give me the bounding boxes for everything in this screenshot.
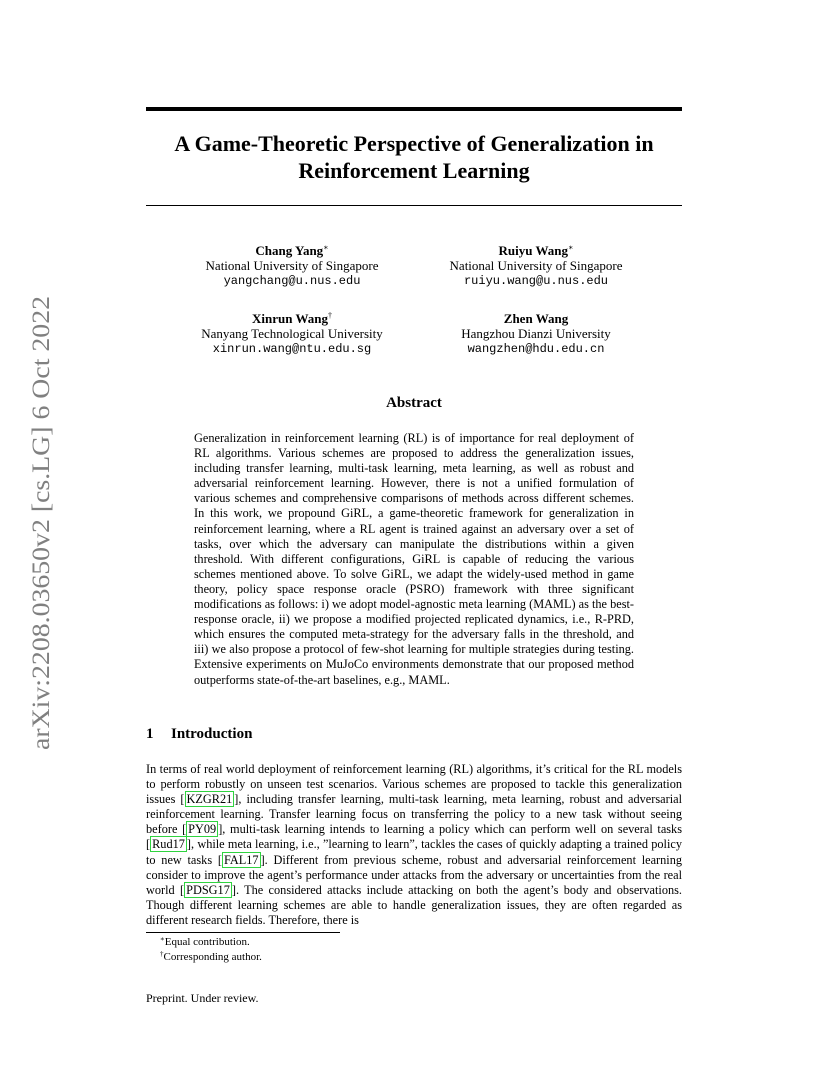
citation-link[interactable]: KZGR21 bbox=[186, 792, 233, 807]
author-affiliation: Nanyang Technological University bbox=[201, 326, 383, 342]
paper-title-line-2: Reinforcement Learning bbox=[298, 158, 530, 183]
author-email[interactable]: ruiyu.wang@u.nus.edu bbox=[463, 273, 609, 288]
paper-title bbox=[146, 130, 682, 184]
introduction-paragraph bbox=[146, 762, 682, 928]
paper-title-line-1: A Game-Theoretic Perspective of Generalization in bbox=[174, 131, 654, 156]
author-mark: † bbox=[328, 311, 332, 320]
intro-text: ], multi-task learning intends to learning a policy which can perform well on several tasks [ bbox=[146, 822, 682, 852]
abstract-heading: Abstract bbox=[386, 395, 442, 411]
author-block-1 bbox=[182, 243, 402, 289]
author-email[interactable]: yangchang@u.nus.edu bbox=[223, 273, 361, 288]
citation-link[interactable]: FAL17 bbox=[223, 852, 259, 867]
abstract-body: Generalization in reinforcement learning (RL) is of importance for real deployment of RL algorithms. Various schemes are proposed to address the generalization issues, including transfer learning, multi-task learning, meta learning, as well as robust and adversarial reinforcement learning. However, there is not a unified formulation of various schemes and comprehensive comparisons of methods across different schemes. In this work, we propound GiRL, a game-theoretic framework for generalization in reinforcement learning, where a RL agent is trained against an adversary over a set of tasks, over which the adversary can manipulate the distributions within a given threshold. With different configurations, GiRL is capable of reducing the various schemes mentioned above. To solve GiRL, we adapt the widely-used method in game theory, policy space response oracle (PSRO) framework with three significant modifications as follows: i) we adopt model-agnostic meta learning (MAML) as the best-response oracle, ii) we propose a modified projected replicated dynamics, i.e., R-PRD, which ensures the computed meta-strategy for the adversary falls in the threshold, and iii) we also propose a protocol of few-shot learning for multiple strategies during testing. Extensive experiments on MuJoCo environments demonstrate that our proposed method outperforms state-of-the-art baselines, e.g., MAML. bbox=[194, 431, 634, 687]
section-heading bbox=[146, 726, 682, 743]
section-title: Introduction bbox=[171, 726, 253, 742]
author-block-4 bbox=[426, 311, 646, 357]
author-name: Chang Yang bbox=[255, 243, 324, 258]
author-affiliation: National University of Singapore bbox=[449, 258, 623, 274]
author-name: Xinrun Wang bbox=[252, 311, 328, 326]
footnote-text: Equal contribution. bbox=[164, 936, 250, 948]
footnote-2 bbox=[160, 951, 262, 964]
footnote-mark: ∗ bbox=[160, 935, 165, 943]
author-affiliation: Hangzhou Dianzi University bbox=[461, 326, 611, 342]
citation-link[interactable]: Rud17 bbox=[152, 837, 185, 852]
arxiv-stamp-text: arXiv:2208.03650v2 [cs.LG] 6 Oct 2022 bbox=[26, 333, 55, 750]
footnote-1 bbox=[160, 936, 250, 949]
section-number: 1 bbox=[146, 726, 154, 742]
title-rule-top bbox=[146, 107, 682, 111]
author-mark: ∗ bbox=[568, 243, 574, 252]
citation-link[interactable]: PDSG17 bbox=[186, 882, 230, 897]
author-name: Ruiyu Wang bbox=[498, 243, 569, 258]
intro-text: ], including transfer learning, multi-task learning, meta learning, robust and adversarial reinforcement learning. Transfer learning focus on transferring the policy to a new task without seeing before [ bbox=[146, 792, 682, 837]
author-block-3 bbox=[182, 311, 402, 357]
footnote-rule bbox=[146, 932, 340, 933]
intro-text: In terms of real world deployment of reinforcement learning (RL) algorithms, it’s critical for the RL models to perform robustly on unseen test scenarios. Various schemes are proposed to tackle this generalization issues [ bbox=[146, 762, 682, 807]
title-rule-bottom bbox=[146, 205, 682, 206]
citation-link[interactable]: PY09 bbox=[188, 822, 217, 837]
author-block-2 bbox=[426, 243, 646, 289]
author-name: Zhen Wang bbox=[503, 311, 569, 326]
footnote-text: Corresponding author. bbox=[163, 951, 262, 963]
arxiv-stamp bbox=[14, 292, 58, 758]
author-affiliation: National University of Singapore bbox=[205, 258, 379, 274]
intro-text: ], while meta learning, i.e., ”learning to learn”, tackles the cases of quickly adapting a trained policy to new tasks [ bbox=[146, 837, 682, 867]
intro-text: ]. The considered attacks include attacking on both the agent’s body and observations. Though different learning schemes are able to handle generalization issues, they are often regarded as different research fields. Therefore, there is bbox=[146, 882, 683, 927]
author-mark: ∗ bbox=[323, 243, 329, 252]
footnote-mark: † bbox=[160, 950, 164, 958]
author-email[interactable]: wangzhen@hdu.edu.cn bbox=[467, 341, 605, 356]
page-footer: Preprint. Under review. bbox=[146, 991, 259, 1005]
author-email[interactable]: xinrun.wang@ntu.edu.sg bbox=[212, 341, 372, 356]
intro-text: ]. Different from previous scheme, robust and adversarial reinforcement learning consider to improve the agent’s performance under attacks from the adversary or uncertainties from the real world [ bbox=[146, 852, 683, 897]
